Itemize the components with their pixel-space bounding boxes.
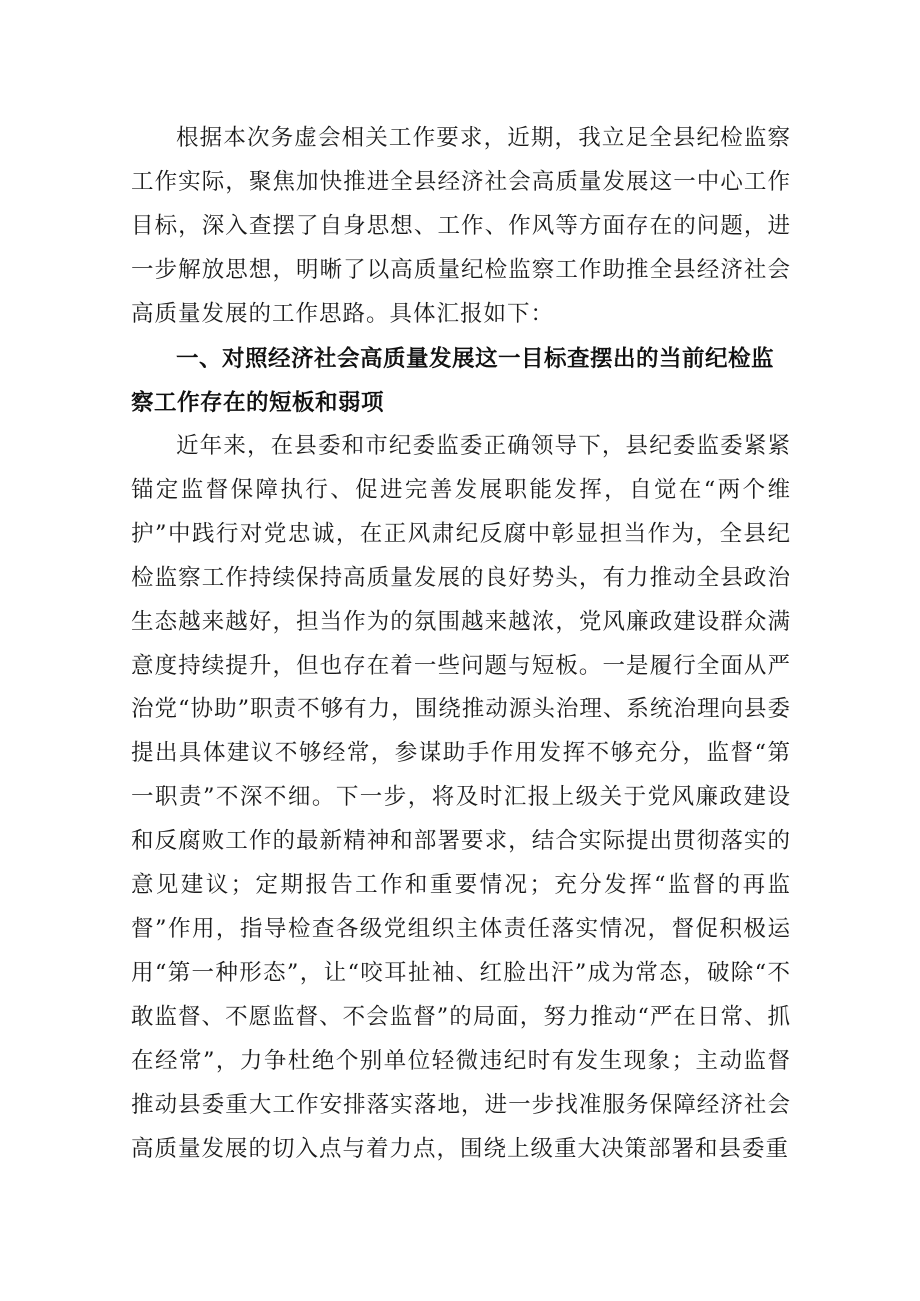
section-heading: 一、对照经济社会高质量发展这一目标查摆出的当前纪检监察工作存在的短板和弱项 — [131, 346, 775, 416]
intro-paragraph: 根据本次务虚会相关工作要求，近期，我立足全县纪检监察工作实际，聚焦加快推进全县经济社会高质量发展这一中心工作目标，深入查摆了自身思想、工作、作风等方面存在的问题，进一步解放思想，明晰了以高质量纪检监察工作助推全县经济社会高质量发展的工作思路。具体汇报如下： — [131, 125, 791, 327]
body-paragraph: 近年来，在县委和市纪委监委正确领导下，县纪委监委紧紧锚定监督保障执行、促进完善发展职能发挥，自觉在“两个维护”中践行对党忠诚，在正风肃纪反腐中彰显担当作为，全县纪检监察工作持续保持高质量发展的良好势头，有力推动全县政治生态越来越好，担当作为的氛围越来越浓，党风廉政建设群众满意度持续提升，但也存在着一些问题与短板。一是履行全面从严治党“协助”职责不够有力，围绕推动源头治理、系统治理向县委提出具体建议不够经常，参谋助手作用发挥不够充分，监督“第一职责”不深不细。下一步，将及时汇报上级关于党风廉政建设和反腐败工作的最新精神和部署要求，结合实际提出贯彻落实的意见建议；定期报告工作和重要情况；充分发挥“监督的再监督”作用，指导检查各级党组织主体责任落实情况，督促积极运用“第一种形态”，让“咬耳扯袖、红脸出汗”成为常态，破除“不敢监督、不愿监督、不会监督”的局面，努力推动“严在日常、抓在经常”，力争杜绝个别单位轻微违纪时有发生现象；主动监督推动县委重大工作安排落实落地，进一步找准服务保障经济社会高质量发展的切入点与着力点，围绕上级重大决策部署和县委重 — [131, 433, 791, 1162]
